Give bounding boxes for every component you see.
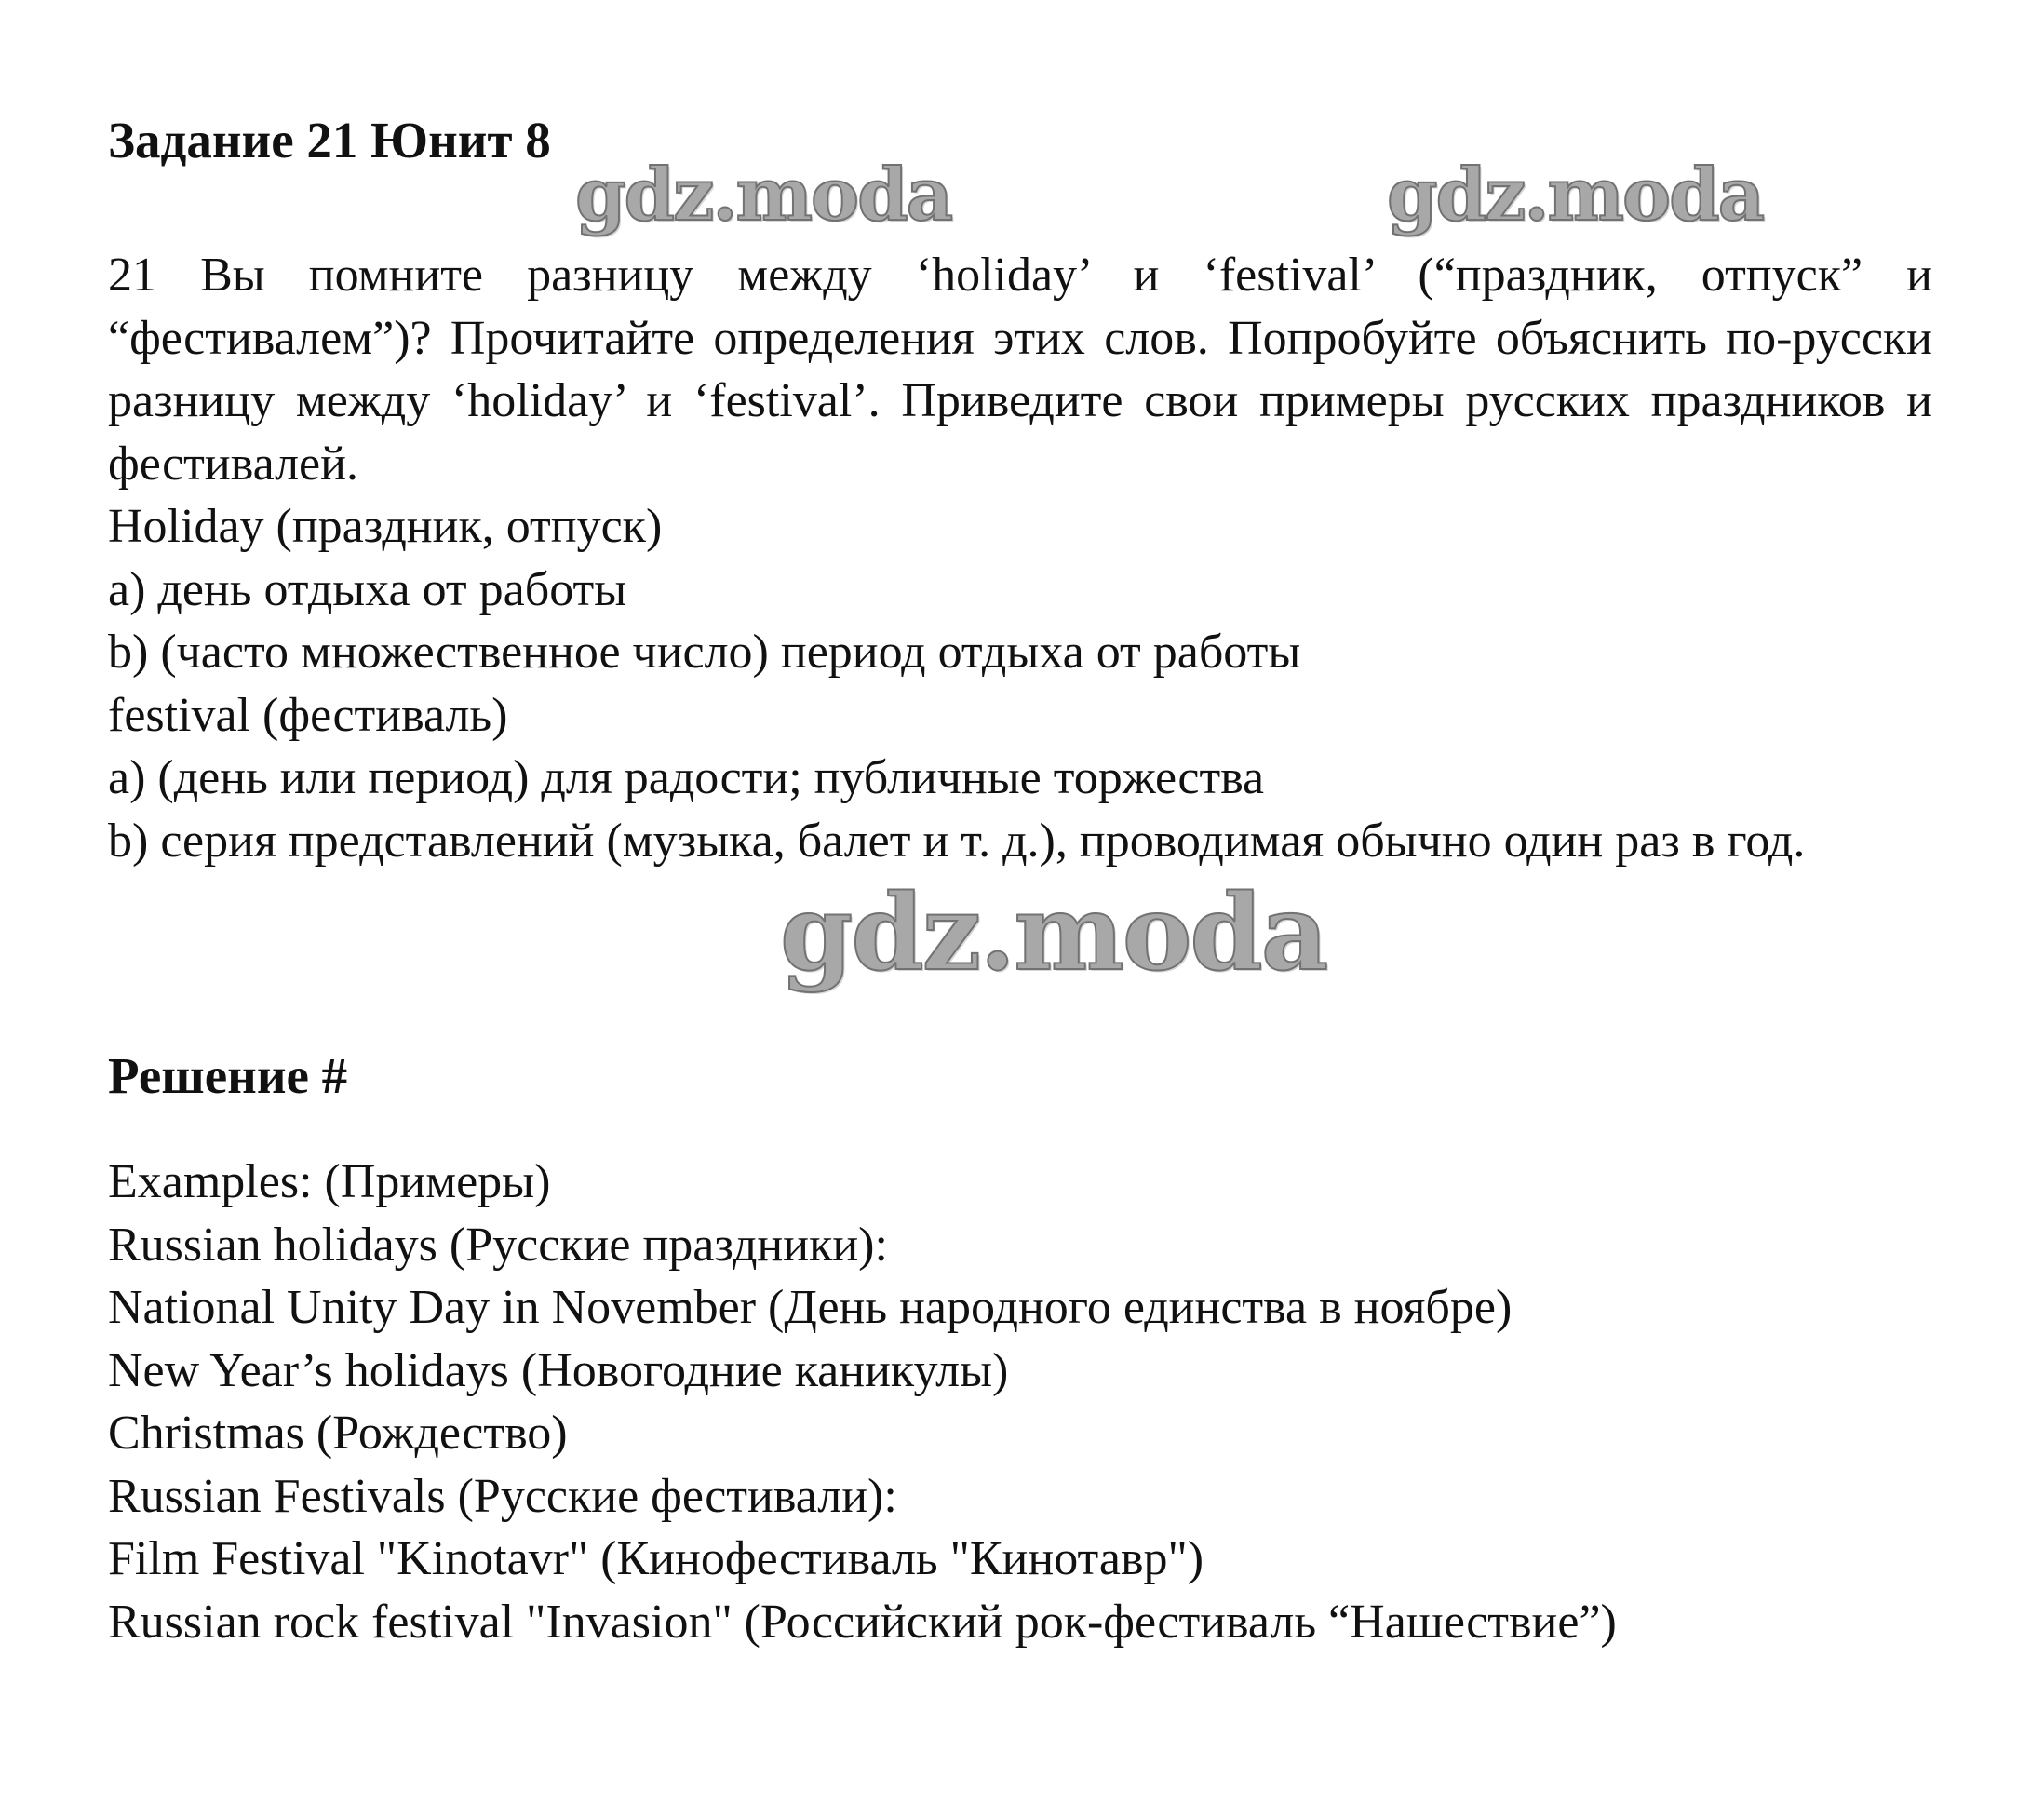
holiday-definition-a: a) день отдыха от работы: [108, 562, 627, 616]
answer-line: Examples: (Примеры): [108, 1155, 551, 1208]
answer-line: Russian holidays (Русские праздники):: [108, 1218, 888, 1272]
solution-title: Решение #: [108, 1047, 348, 1104]
festival-heading: festival (фестиваль): [108, 688, 508, 742]
holiday-definition-b: b) (часто множественное число) период отдыха от работы: [108, 626, 1301, 679]
answer-line: Russian rock festival "Invasion" (Российский рок-фестиваль “Нашествие”): [108, 1595, 1617, 1649]
answer-line: Russian Festivals (Русские фестивали):: [108, 1469, 897, 1523]
festival-definition-b: b) серия представлений (музыка, балет и т. д.), проводимая обычно один раз в год.: [108, 814, 1806, 868]
task-title: Задание 21 Юнит 8: [108, 112, 551, 168]
watermark-logo: gdz.moda: [780, 872, 1327, 994]
answer-line: Film Festival "Kinotavr" (Кинофестиваль "Кинотавр"): [108, 1532, 1204, 1585]
festival-definition-a: a) (день или период) для радости; публичные торжества: [108, 751, 1265, 804]
watermark-logo: gdz.moda: [575, 153, 952, 237]
answer-line: National Unity Day in November (День народного единства в ноябре): [108, 1281, 1513, 1334]
answer-line: New Year’s holidays (Новогодние каникулы): [108, 1343, 1009, 1397]
definitions: [108, 495, 1932, 872]
watermark-logo: gdz.moda: [1387, 153, 1764, 237]
task-text: 21 Вы помните разницу между ‘holiday’ и ‘festival’ (“праздник, отпуск” и “фестивалем”)? Прочитайте определения этих слов. Попробуйте объяснить по-русски разницу между ‘holiday’ и ‘festival’. Приведите свои примеры русских праздников и фестивалей.: [108, 249, 1932, 491]
solution-answer: [108, 1151, 1932, 1653]
answer-line: Christmas (Рождество): [108, 1407, 568, 1460]
holiday-heading: Holiday (праздник, отпуск): [108, 500, 663, 553]
